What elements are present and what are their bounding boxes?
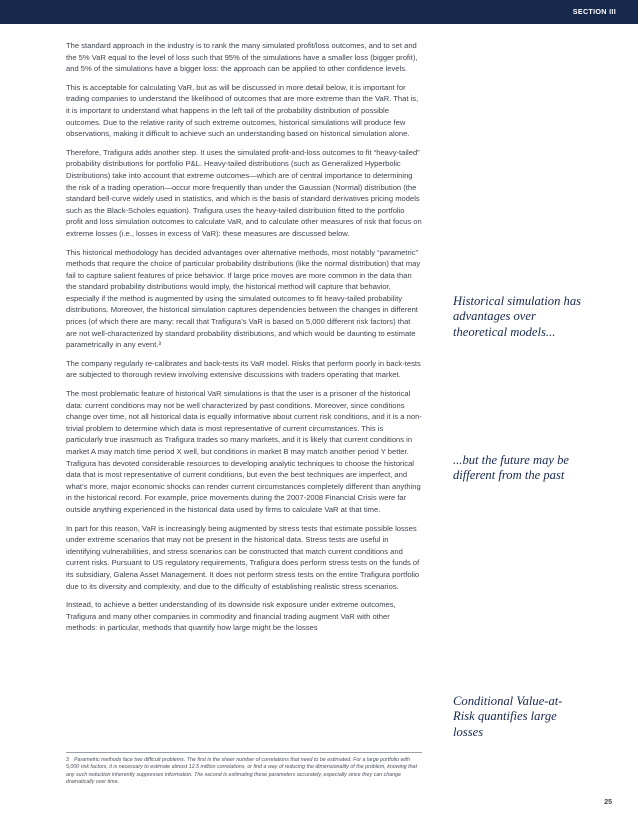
body-text [66, 40, 422, 641]
footnote-divider [66, 752, 422, 753]
body-paragraph: The company regularly re-calibrates and back-tests its VaR model. Risks that perform poorly in back-tests are subjected to thorough review involving extensive discussions with traders operating that market. [66, 358, 421, 380]
body-paragraph: Instead, to achieve a better understanding of its downside risk exposure under extreme outcomes, Trafigura and many other companies in commodity and financial trading augment VaR with other methods: in particular, methods that quantify how large might be the losses [66, 600, 396, 633]
footnote-number: 3 [66, 757, 69, 763]
pull-quote-future-different [453, 453, 583, 484]
body-paragraph: Therefore, Trafigura adds another step. It uses the simulated profit-and-loss outcomes to fit “heavy-tailed” probability distributions for portfolio P&L. Heavy-tailed distributions (such as Generalized Hyperbolic Distributions) take into account that extreme outcomes—which are of central importance to determining the risk of a trading operation—occur more frequently than under the Gaussian (Normal) distribution (the standard bell-curve widely used in statistics, and which is the basis of standard derivatives pricing models such as the Black-Scholes equation). Trafigura uses the heavy-tailed distribution fitted to the portfolio profit and loss simulation outcomes to calculate VaR, and to calculate other measures of risk that focus on extreme losses (i.e., losses in excess of VaR): these measures are discussed below. [66, 147, 422, 238]
header-bar [0, 0, 638, 24]
pull-quote-text: Conditional Value-at-Risk quantifies large losses [453, 694, 563, 739]
pull-quote-historical-simulation [453, 294, 583, 340]
pull-quote-text: ...but the future may be different from the past [453, 453, 570, 483]
footnote-text: Parametric methods face two difficult problems. The first is the sheer number of correlations that need to be estimated. For a large portfolio with 5,000 risk factors, it is necessary to estimate almost 12.5 million correlations, or find a way of reducing the dimensionality of the problem, knowing that any such reduction inherently suppresses information. The second is estimating these parameters accurately, especially since they can change dramatically over time. [66, 757, 417, 786]
body-paragraph: In part for this reason, VaR is increasingly being augmented by stress tests that estimate possible losses under extreme scenarios that may not be present in the historical data. Stress tests are useful in identifying vulnerabilities, and stress scenarios can be constructed that match current conditions and current risks. Pursuant to US regulatory requirements, Trafigura does perform stress tests on the funds of its subsidiary, Galena Asset Management. It does not perform stress tests on the entire Trafigura portfolio due to its diversity and complexity, and due to the difficulty of establishing realistic stress scenarios. [66, 523, 420, 591]
body-paragraph: This historical methodology has decided advantages over alternative methods, most notably “parametric” methods that require the choice of particular probability distributions (like the normal distribution) that may fail to capture salient features of price behavior. If large price moves are more common in the data than the standard probability distributions would imply, the historical method will capture that behavior, especially if the method is augmented by using the simulated outcomes to fit heavy-tailed probability distributions. Moreover, the historical simulation captures dependencies between the changes in different prices (of which there are many: recall that Trafigura’s VaR is based on 5,000 different risk factors) that are not well-characterized by standard probability distributions, and which would be daunting to estimate parametrically in any event.³ [66, 247, 421, 350]
page-number: 25 [604, 799, 612, 806]
body-paragraph: This is acceptable for calculating VaR, but as will be discussed in more detail below, it is important for trading companies to understand the likelihood of outcomes that are more extreme than the VaR. That is, it is important to understand what happens in the left tail of the probability distribution of possible outcomes. Due to the relative rarity of such extreme outcomes, historical simulations will produce few observations, making it difficult to achieve such an understanding based on historical simulation alone. [66, 82, 419, 139]
pull-quote-text: Historical simulation has advantages over theoretical models... [453, 294, 582, 339]
footnote [66, 757, 424, 787]
pull-quote-conditional-var [453, 694, 583, 740]
body-paragraph: The most problematic feature of historical VaR simulations is that the user is a prisoner of the historical data: current conditions may not be well characterized by past conditions. Moreover, since conditions change over time, not all historical data is equally informative about current risk conditions, and it is a non-trivial problem to determine which data is most representative of current circumstances. This is particularly true inasmuch as Trafigura trades so many markets, and it is likely that current conditions in market A may match time period X well, but conditions in market B may match another period Y better. Trafigura has devoted considerable resources to developing analytic techniques to choose the historical data that is most representative of current conditions, but even the best techniques are imperfect, and what’s more, major economic shocks can render current circumstances completely different than anything in the historical record. For example, price movements during the 2007-2008 Financial Crisis were far outside anything experienced in the historical data used by firms to calculate VaR at that time. [66, 389, 422, 514]
section-label: SECTION III [572, 7, 616, 16]
body-paragraph: The standard approach in the industry is to rank the many simulated profit/loss outcomes, and to set and the 5% VaR equal to the level of loss such that 95% of the simulations have a smaller loss (bigger profit), and 5% of the simulations have a bigger loss: the approach can be applied to other confidence levels. [66, 41, 418, 74]
